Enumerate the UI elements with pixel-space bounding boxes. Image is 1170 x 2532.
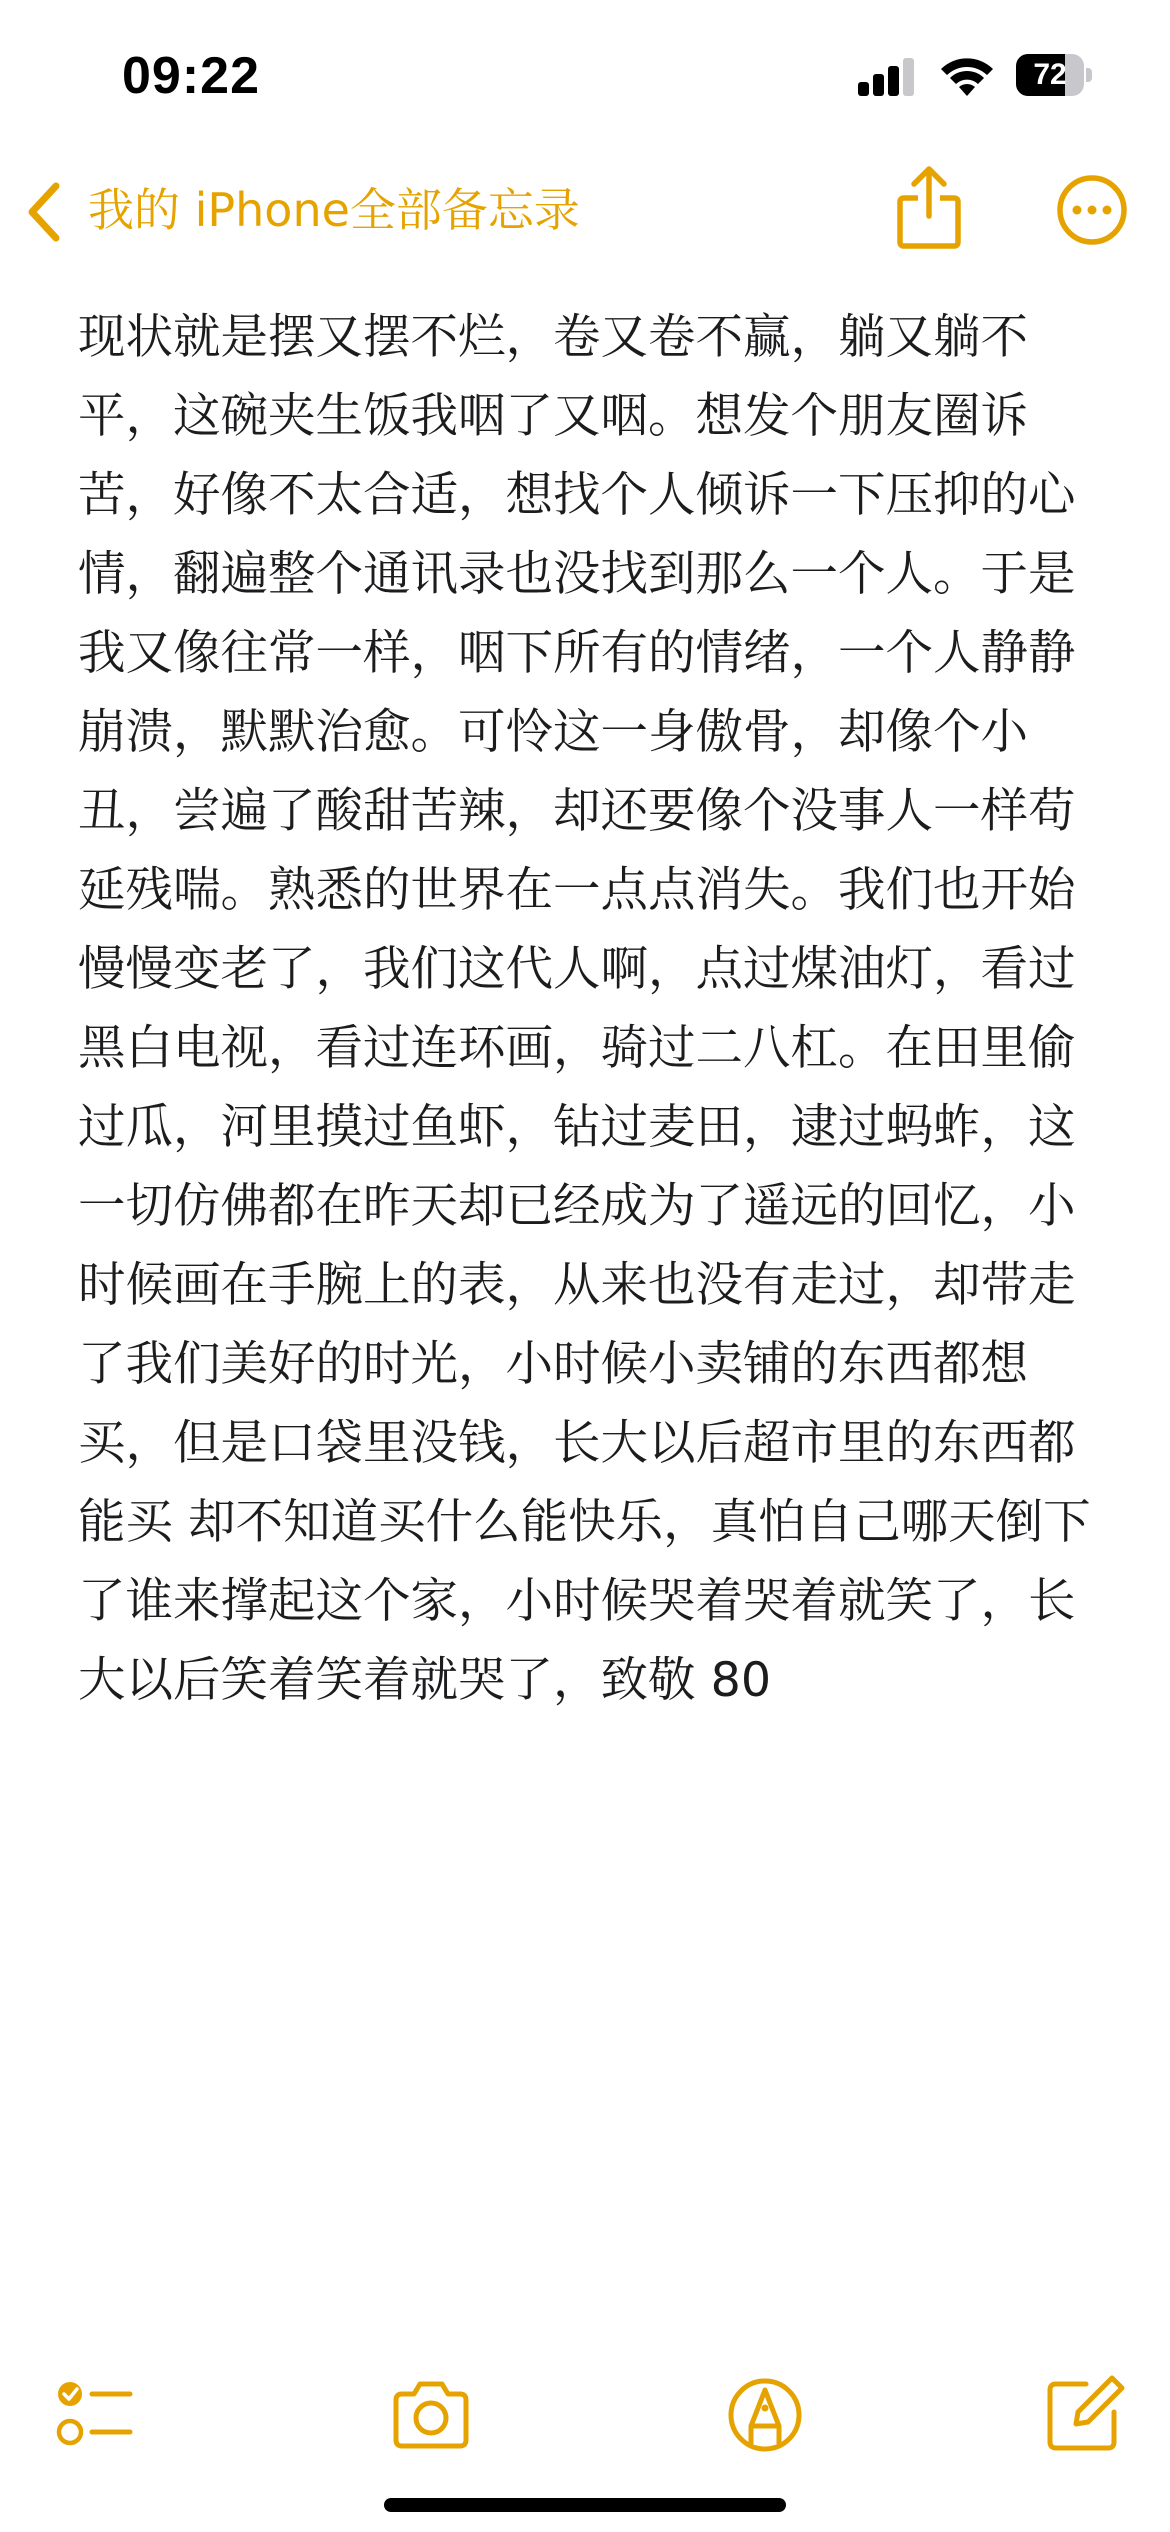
battery-level: 72 [1033, 58, 1067, 91]
share-icon[interactable] [894, 164, 964, 250]
status-bar [0, 0, 1170, 150]
cellular-signal-icon [858, 56, 916, 96]
navigation-bar [0, 160, 1170, 260]
bottom-toolbar [0, 2370, 1170, 2470]
markup-pen-icon[interactable] [720, 2370, 810, 2460]
camera-icon[interactable] [386, 2370, 476, 2460]
more-icon[interactable] [1056, 174, 1128, 246]
compose-icon[interactable] [1040, 2370, 1130, 2460]
checklist-icon[interactable] [50, 2370, 140, 2460]
status-time: 09:22 [122, 47, 260, 105]
home-indicator[interactable] [384, 2498, 786, 2512]
wifi-icon [938, 52, 996, 98]
chevron-left-icon[interactable] [24, 182, 64, 242]
battery-icon [1016, 54, 1092, 96]
back-button[interactable]: 我的 iPhone全部备忘录 [88, 183, 580, 237]
note-text[interactable]: 现状就是摆又摆不烂，卷又卷不赢，躺又躺不平，这碗夹生饭我咽了又咽。想发个朋友圈诉苦，好像不太合适，想找个人倾诉一下压抑的心情，翻遍整个通讯录也没找到那么一个人。于是我又像往常一样，咽下所有的情绪，一个人静静崩溃，默默治愈。可怜这一身傲骨，却像个小丑，尝遍了酸甜苦辣，却还要像个没事人一样苟延残喘。熟悉的世界在一点点消失。我们也开始慢慢变老了，我们这代人啊，点过煤油灯，看过黑白电视，看过连环画，骑过二八杠。在田里偷过瓜，河里摸过鱼虾，钻过麦田，逮过蚂蚱，这一切仿佛都在昨天却已经成为了遥远的回忆，小时候画在手腕上的表，从来也没有走过，却带走了我们美好的时光，小时候小卖铺的东西都想买，但是口袋里没钱，长大以后超市里的东西都能买 却不知道买什么能快乐，真怕自己哪天倒下了谁来撑起这个家，小时候哭着哭着就笑了，长大以后笑着笑着就哭了，致敬 80 [78, 310, 1091, 1708]
